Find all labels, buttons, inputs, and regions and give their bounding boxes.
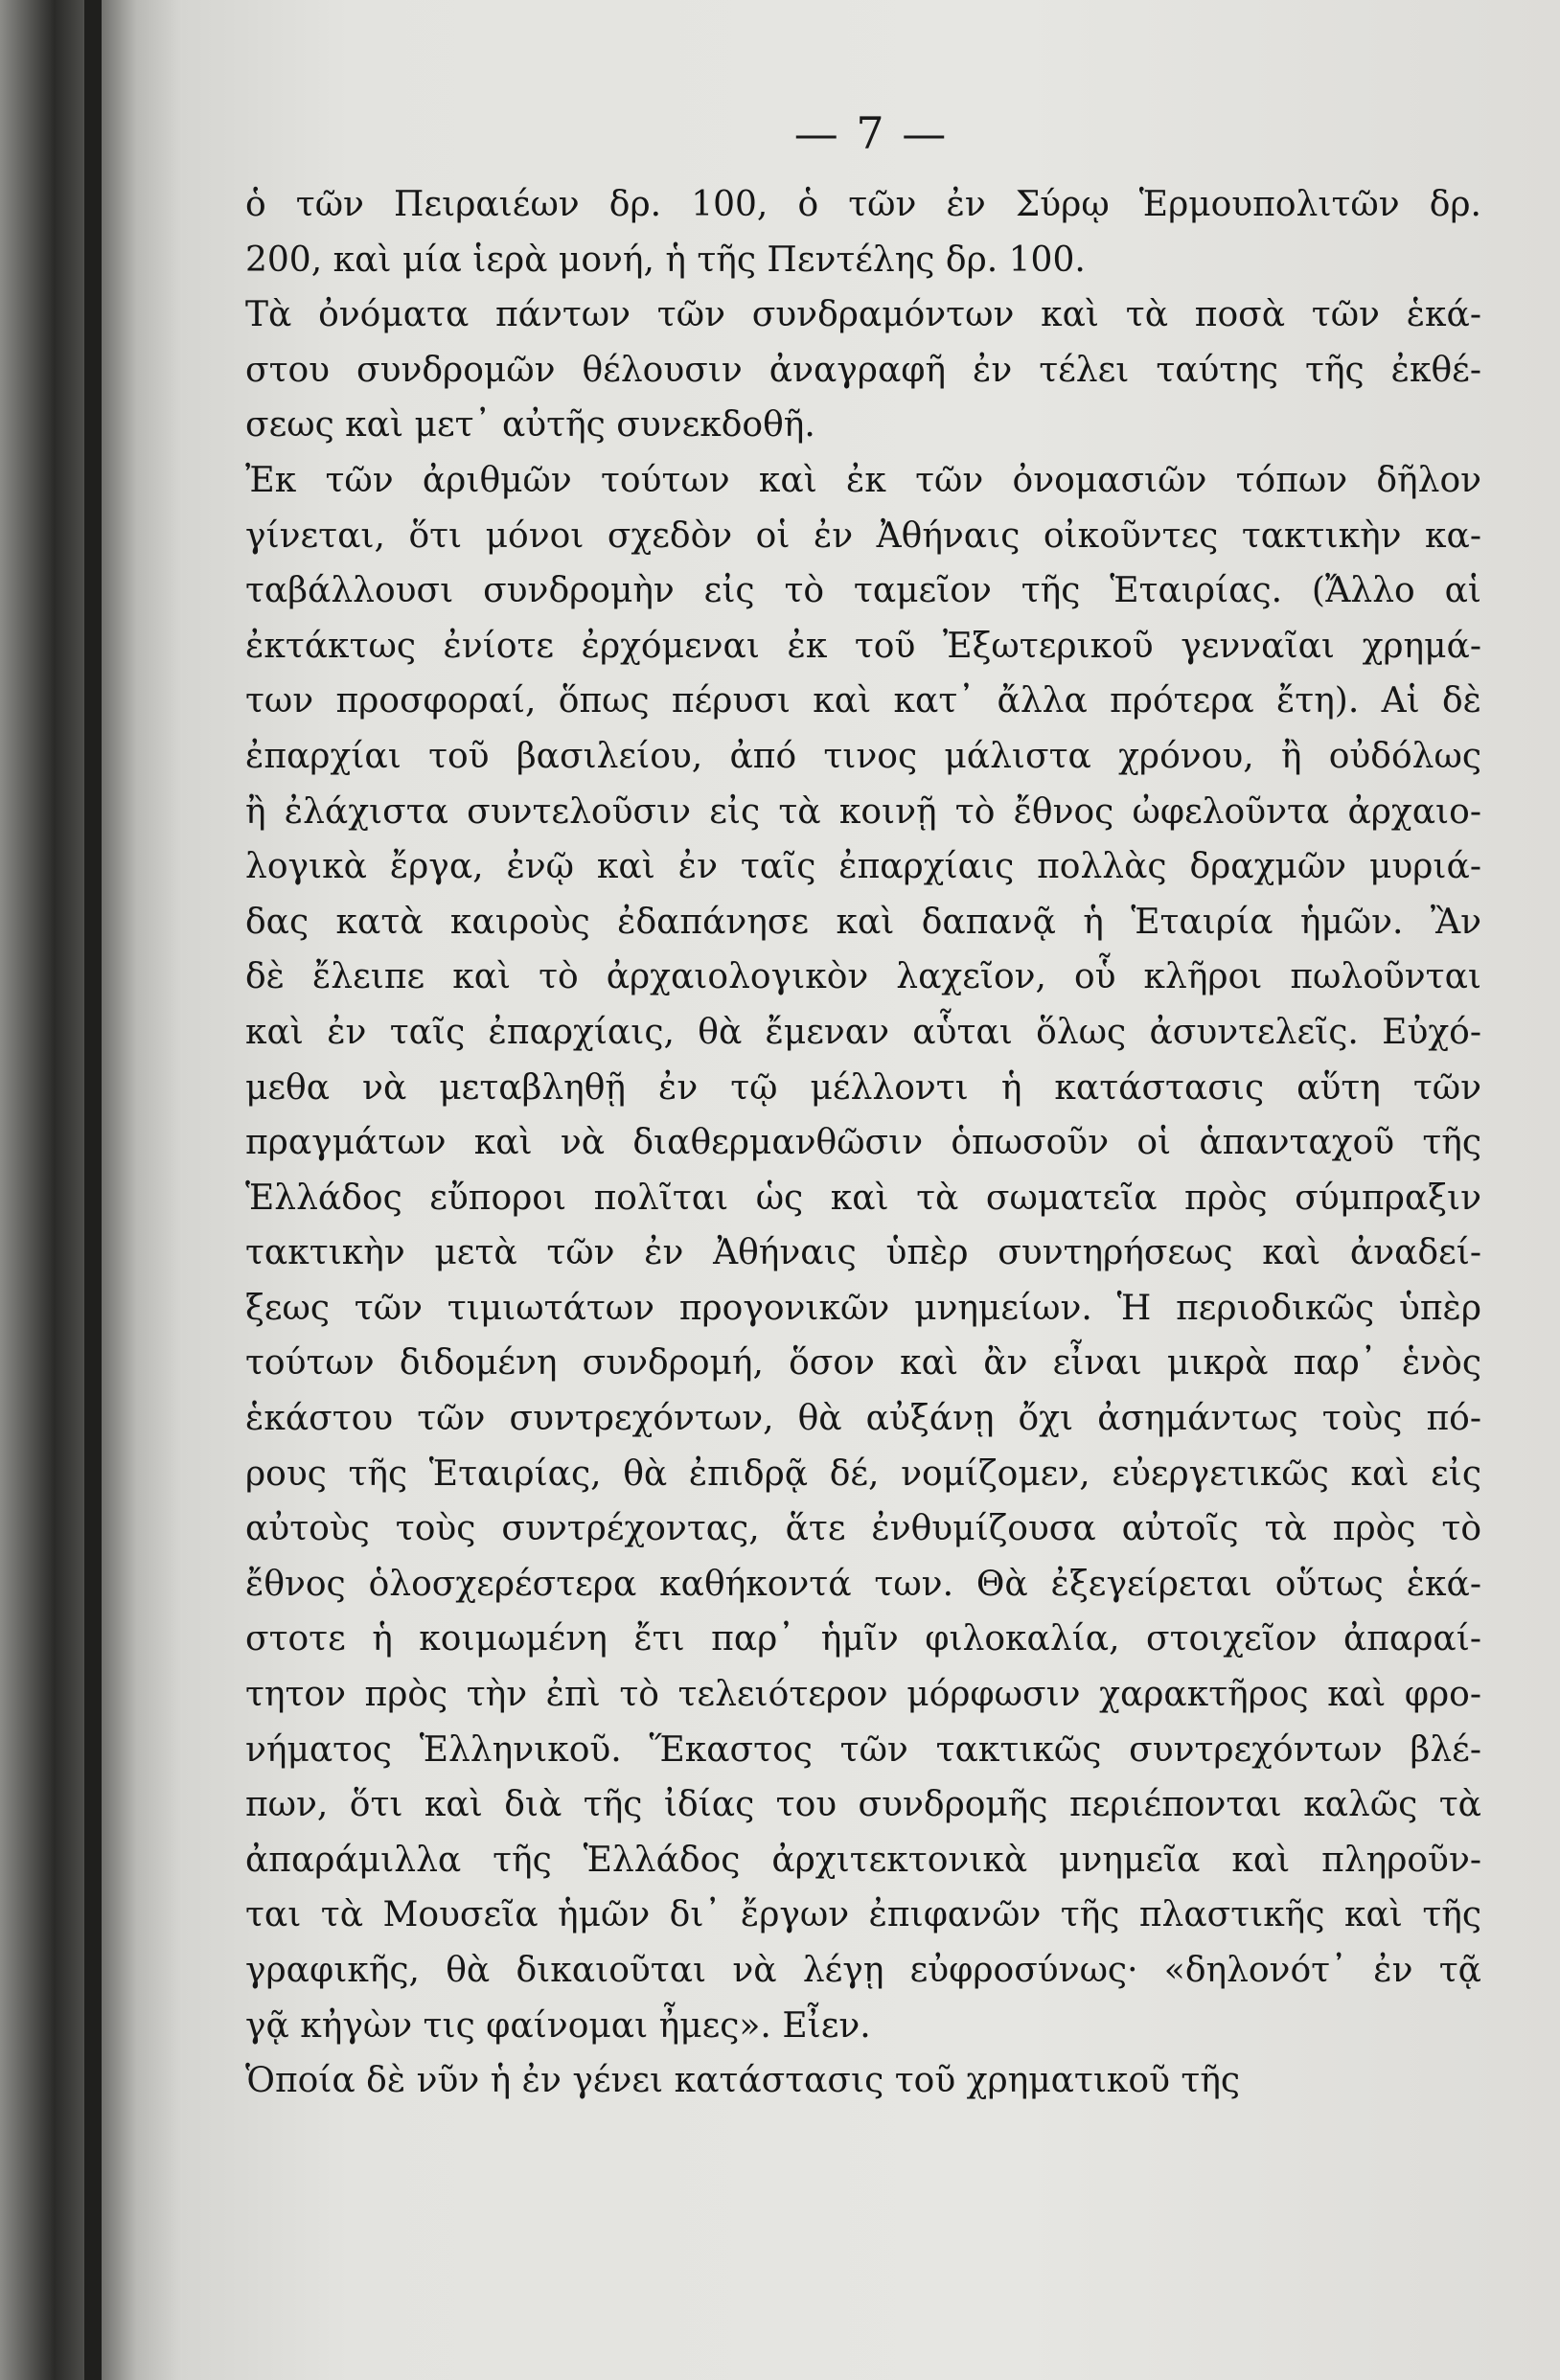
text-line: γραφικῆς, θὰ δικαιοῦται νὰ λέγῃ εὐφροσύνως· «δηλονότ᾽ ἐν τᾷ (245, 1951, 1481, 1990)
text-line: αὐτοὺς τοὺς συντρέχοντας, ἅτε ἐνθυμίζουσα αὐτοῖς τὰ πρὸς τὸ (245, 1509, 1481, 1549)
text-line: τούτων διδομένη συνδρομή, ὅσον καὶ ἂν εἶναι μικρὰ παρ᾽ ἑνὸς (245, 1343, 1481, 1384)
text-line: ἑκάστου τῶν συντρεχόντων, θὰ αὐξάνῃ ὄχι ἀσημάντως τοὺς πό- (245, 1399, 1481, 1439)
text-line: στοτε ἡ κοιμωμένη ἔτι παρ᾽ ἡμῖν φιλοκαλία, στοιχεῖον ἀπαραί- (245, 1619, 1481, 1659)
text-line: ἐκτάκτως ἐνίοτε ἐρχόμεναι ἐκ τοῦ Ἐξωτερικοῦ γενναῖαι χρημά- (245, 626, 1481, 666)
text-line: ἀπαράμιλλα τῆς Ἑλλάδος ἀρχιτεκτονικὰ μνημεῖα καὶ πληροῦν- (245, 1840, 1481, 1880)
text-line: δας κατὰ καιροὺς ἐδαπάνησε καὶ δαπανᾷ ἡ Ἑταιρία ἡμῶν. Ἂν (245, 902, 1481, 942)
text-line: Τὰ ὀνόματα πάντων τῶν συνδραμόντων καὶ τὰ ποσὰ τῶν ἑκά- (245, 295, 1481, 335)
text-line: ταβάλλουσι συνδρομὴν εἰς τὸ ταμεῖον τῆς Ἑταιρίας. (Ἄλλο αἱ (245, 571, 1481, 611)
text-line: νήματος Ἑλληνικοῦ. Ἕκαστος τῶν τακτικῶς συντρεχόντων βλέ- (245, 1729, 1481, 1770)
text-line: ξεως τῶν τιμιωτάτων προγονικῶν μνημείων. Ἡ περιοδικῶς ὑπὲρ (245, 1288, 1481, 1328)
text-line: ὁ τῶν Πειραιέων δρ. 100, ὁ τῶν ἐν Σύρῳ Ἑρμουπολιτῶν δρ. (245, 185, 1481, 224)
text-line: ἢ ἐλάχιστα συντελοῦσιν εἰς τὰ κοινῇ τὸ ἔθνος ὠφελοῦντα ἀρχαιο- (245, 791, 1481, 832)
text-line: Ὁποία δὲ νῦν ἡ ἐν γένει κατάστασις τοῦ χρηματικοῦ τῆς (245, 2061, 1241, 2101)
text-line: γίνεται, ὅτι μόνοι σχεδὸν οἱ ἐν Ἀθήναις οἰκοῦντες τακτικὴν κα- (245, 515, 1481, 556)
text-line: δὲ ἔλειπε καὶ τὸ ἀρχαιολογικὸν λαχεῖον, οὗ κλῆροι πωλοῦνται (245, 957, 1481, 997)
body-text (245, 177, 1481, 2109)
binding-shadow (84, 0, 102, 2380)
text-line: Ἑλλάδος εὔποροι πολῖται ὡς καὶ τὰ σωματεῖα πρὸς σύμπραξιν (245, 1178, 1481, 1218)
text-line: λογικὰ ἔργα, ἐνῷ καὶ ἐν ταῖς ἐπαρχίαις πολλὰς δραχμῶν μυριά- (245, 847, 1481, 887)
text-line: πων, ὅτι καὶ διὰ τῆς ἰδίας του συνδρομῆς περιέπονται καλῶς τὰ (245, 1785, 1481, 1825)
text-line: τακτικὴν μετὰ τῶν ἐν Ἀθήναις ὑπὲρ συντηρήσεως καὶ ἀναδεί- (245, 1233, 1481, 1273)
text-line: καὶ ἐν ταῖς ἐπαρχίαις, θὰ ἔμεναν αὗται ὅλως ἀσυντελεῖς. Εὐχό- (245, 1012, 1481, 1052)
text-line: γᾷ κἠγὼν τις φαίνομαι ἦμες». Εἶεν. (245, 2005, 871, 2046)
text-line: στου συνδρομῶν θέλουσιν ἀναγραφῆ ἐν τέλει ταύτης τῆς ἐκθέ- (245, 350, 1481, 390)
page-number: — 7 — (793, 107, 949, 159)
text-line: των προσφοραί, ὅπως πέρυσι καὶ κατ᾽ ἄλλα πρότερα ἔτη). Αἱ δὲ (245, 681, 1481, 721)
text-line: τητον πρὸς τὴν ἐπὶ τὸ τελειότερον μόρφωσιν χαρακτῆρος καὶ φρο- (245, 1675, 1481, 1715)
text-line: πραγμάτων καὶ νὰ διαθερμανθῶσιν ὁπωσοῦν οἱ ἁπανταχοῦ τῆς (245, 1123, 1481, 1163)
book-page (182, 0, 1560, 2380)
text-line: ἐπαρχίαι τοῦ βασιλείου, ἀπό τινος μάλιστα χρόνου, ἢ οὐδόλως (245, 736, 1481, 776)
text-line: ρους τῆς Ἑταιρίας, θὰ ἐπιδρᾷ δέ, νομίζομεν, εὐεργετικῶς καὶ εἰς (245, 1453, 1481, 1494)
text-line: 200, καὶ μία ἱερὰ μονή, ἡ τῆς Πεντέλης δρ. 100. (245, 240, 1086, 280)
text-line: σεως καὶ μετ᾽ αὐτῆς συνεκδοθῆ. (245, 405, 815, 446)
text-line: μεθα νὰ μεταβληθῇ ἐν τῷ μέλλοντι ἡ κατάστασις αὕτη τῶν (245, 1067, 1481, 1108)
text-line: ἔθνος ὁλοσχερέστερα καθήκοντά των. Θὰ ἐξεγείρεται οὕτως ἑκά- (245, 1564, 1481, 1604)
text-line: ται τὰ Μουσεῖα ἡμῶν δι᾽ ἔργων ἐπιφανῶν τῆς πλαστικῆς καὶ τῆς (245, 1895, 1481, 1935)
text-line: Ἐκ τῶν ἀριθμῶν τούτων καὶ ἐκ τῶν ὀνομασιῶν τόπων δῆλον (245, 460, 1481, 500)
